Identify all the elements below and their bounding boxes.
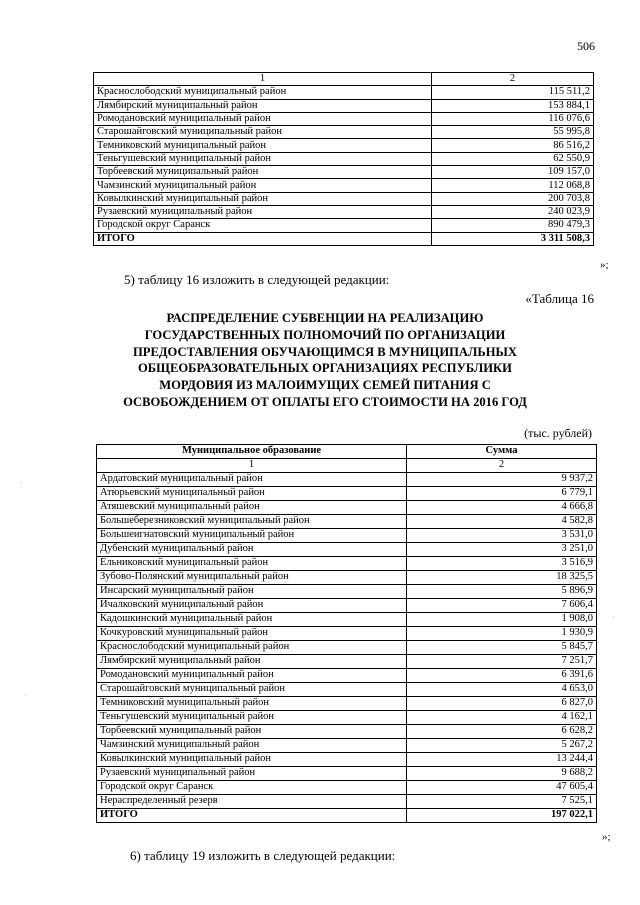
municipality-name: Лямбирский муниципальный район <box>94 99 432 112</box>
municipality-name: Атяшевский муниципальный район <box>97 501 407 515</box>
closing-quote: »; <box>602 831 611 843</box>
municipality-name: Рузаевский муниципальный район <box>97 767 407 781</box>
table-row <box>94 219 594 232</box>
amount-value: 4 653,0 <box>407 683 597 697</box>
amount-value: 6 628,2 <box>407 725 597 739</box>
amount-value: 112 068,8 <box>432 179 594 192</box>
table-row <box>97 543 597 557</box>
municipality-name: Старошайговский муниципальный район <box>94 126 432 139</box>
table-row <box>97 557 597 571</box>
amount-value: 86 516,2 <box>432 139 594 152</box>
table-body <box>94 86 594 246</box>
municipality-name: Ковылкинский муниципальный район <box>94 192 432 205</box>
municipality-name: Кадошкинский муниципальный район <box>97 613 407 627</box>
column-number-header: 2 <box>407 459 597 473</box>
municipality-name: Чамзинский муниципальный район <box>97 739 407 753</box>
total-value: 197 022,1 <box>407 809 597 823</box>
amount-value: 1 908,0 <box>407 613 597 627</box>
amount-value: 116 076,6 <box>432 112 594 125</box>
municipality-name: Теньгушевский муниципальный район <box>97 711 407 725</box>
municipality-name: Городской округ Саранск <box>94 219 432 232</box>
total-row <box>97 809 597 823</box>
amount-value: 5 896,9 <box>407 585 597 599</box>
amount-value: 7 606,4 <box>407 599 597 613</box>
municipality-name: Нераспределенный резерв <box>97 795 407 809</box>
table-row <box>97 613 597 627</box>
column-number-header: 1 <box>94 73 432 86</box>
total-label: ИТОГО <box>94 232 432 245</box>
municipality-name: Рузаевский муниципальный район <box>94 205 432 218</box>
amount-value: 115 511,2 <box>432 86 594 99</box>
amount-value: 6 827,0 <box>407 697 597 711</box>
column-header-municipality: Муниципальное образование <box>97 445 407 459</box>
amount-value: 9 937,2 <box>407 473 597 487</box>
amount-value: 4 582,8 <box>407 515 597 529</box>
amount-value: 200 703,8 <box>432 192 594 205</box>
amount-value: 6 779,1 <box>407 487 597 501</box>
municipality-name: Городской округ Саранск <box>97 781 407 795</box>
table-header-row <box>94 73 594 86</box>
amount-value: 3 516,9 <box>407 557 597 571</box>
scan-mark: · <box>20 478 23 488</box>
municipality-name: Ичалковский муниципальный район <box>97 599 407 613</box>
column-number-header: 2 <box>432 73 594 86</box>
table-row <box>94 112 594 125</box>
title-line: ОСВОБОЖДЕНИЕМ ОТ ОПЛАТЫ ЕГО СТОИМОСТИ НА 2016 ГОД <box>123 394 527 409</box>
table-row <box>97 683 597 697</box>
municipality-name: Темниковский муниципальный район <box>94 139 432 152</box>
table-row <box>94 192 594 205</box>
municipality-name: Инсарский муниципальный район <box>97 585 407 599</box>
amount-value: 9 688,2 <box>407 767 597 781</box>
table-row <box>94 179 594 192</box>
table-row <box>97 599 597 613</box>
table-body <box>97 473 597 823</box>
amount-value: 5 267,2 <box>407 739 597 753</box>
table-row <box>97 515 597 529</box>
amount-value: 55 995,8 <box>432 126 594 139</box>
amount-value: 1 930,9 <box>407 627 597 641</box>
table-row <box>94 126 594 139</box>
amount-value: 890 479,3 <box>432 219 594 232</box>
amount-value: 18 325,5 <box>407 571 597 585</box>
table-continuation <box>93 72 594 246</box>
page-number: 506 <box>577 39 595 53</box>
document-title <box>75 310 575 411</box>
table-row <box>94 139 594 152</box>
municipality-name: Атюрьевский муниципальный район <box>97 487 407 501</box>
table-row <box>94 205 594 218</box>
amount-value: 47 605,4 <box>407 781 597 795</box>
amount-value: 109 157,0 <box>432 166 594 179</box>
municipality-name: Ельниковский муниципальный район <box>97 557 407 571</box>
table-row <box>97 487 597 501</box>
municipality-name: Кочкуровский муниципальный район <box>97 627 407 641</box>
amount-value: 153 884,1 <box>432 99 594 112</box>
amount-value: 240 023,9 <box>432 205 594 218</box>
municipality-name: Большеберезниковский муниципальный район <box>97 515 407 529</box>
table-row <box>97 753 597 767</box>
column-number-header: 1 <box>97 459 407 473</box>
table-row <box>97 501 597 515</box>
title-line: ПРЕДОСТАВЛЕНИЯ ОБУЧАЮЩИМСЯ В МУНИЦИПАЛЬНЫХ <box>132 344 517 359</box>
instruction-text: 6) таблицу 19 изложить в следующей редакции: <box>130 848 396 863</box>
total-value: 3 311 508,3 <box>432 232 594 245</box>
scan-mark: · <box>612 612 615 622</box>
table-label: «Таблица 16 <box>525 291 594 306</box>
table-row <box>97 725 597 739</box>
closing-quote: »; <box>600 259 609 271</box>
table-row <box>97 739 597 753</box>
municipality-name: Чамзинский муниципальный район <box>94 179 432 192</box>
municipality-name: Дубенский муниципальный район <box>97 543 407 557</box>
municipality-name: Большеигнатовский муниципальный район <box>97 529 407 543</box>
amount-value: 62 550,9 <box>432 152 594 165</box>
municipality-name: Краснослободский муниципальный район <box>94 86 432 99</box>
table-row <box>97 473 597 487</box>
amount-value: 4 666,8 <box>407 501 597 515</box>
instruction-text: 5) таблицу 16 изложить в следующей редакции: <box>124 272 390 287</box>
table-row <box>97 655 597 669</box>
municipality-name: Старошайговский муниципальный район <box>97 683 407 697</box>
scan-mark: · <box>24 690 27 700</box>
table-row <box>94 152 594 165</box>
table-row <box>97 711 597 725</box>
table-header-row <box>97 445 597 459</box>
table-row <box>97 571 597 585</box>
amount-value: 13 244,4 <box>407 753 597 767</box>
column-header-amount: Сумма <box>407 445 597 459</box>
table-row <box>97 767 597 781</box>
table-row <box>97 641 597 655</box>
title-line: РАСПРЕДЕЛЕНИЕ СУБВЕНЦИИ НА РЕАЛИЗАЦИЮ <box>166 311 484 325</box>
table-row <box>94 99 594 112</box>
table-number-row <box>97 459 597 473</box>
table-row <box>97 627 597 641</box>
title-line: ОБЩЕОБРАЗОВАТЕЛЬНЫХ ОРГАНИЗАЦИЯХ РЕСПУБЛИКИ <box>138 361 512 376</box>
municipality-name: Зубово-Полянский муниципальный район <box>97 571 407 585</box>
total-row <box>94 232 594 245</box>
municipality-name: Теньгушевский муниципальный район <box>94 152 432 165</box>
municipality-name: Ковылкинский муниципальный район <box>97 753 407 767</box>
amount-value: 7 525,1 <box>407 795 597 809</box>
municipality-name: Торбеевский муниципальный район <box>97 725 407 739</box>
table-row <box>97 585 597 599</box>
amount-value: 4 162,1 <box>407 711 597 725</box>
total-label: ИТОГО <box>97 809 407 823</box>
table-row <box>97 795 597 809</box>
amount-value: 5 845,7 <box>407 641 597 655</box>
municipality-name: Ромодановский муниципальный район <box>94 112 432 125</box>
table-row <box>97 669 597 683</box>
municipality-name: Ромодановский муниципальный район <box>97 669 407 683</box>
table-row <box>97 529 597 543</box>
amount-value: 3 251,0 <box>407 543 597 557</box>
municipality-name: Краснослободский муниципальный район <box>97 641 407 655</box>
table-row <box>94 166 594 179</box>
amount-value: 3 531,0 <box>407 529 597 543</box>
title-line: ГОСУДАРСТВЕННЫХ ПОЛНОМОЧИЙ ПО ОРГАНИЗАЦИИ <box>144 327 506 342</box>
municipality-name: Лямбирский муниципальный район <box>97 655 407 669</box>
table-row <box>94 86 594 99</box>
subvention-table <box>96 444 597 823</box>
amount-value: 6 391,6 <box>407 669 597 683</box>
amount-value: 7 251,7 <box>407 655 597 669</box>
title-line: МОРДОВИЯ ИЗ МАЛОИМУЩИХ СЕМЕЙ ПИТАНИЯ С <box>159 378 491 393</box>
municipality-name: Темниковский муниципальный район <box>97 697 407 711</box>
municipality-name: Торбеевский муниципальный район <box>94 166 432 179</box>
table-row <box>97 697 597 711</box>
unit-note: (тыс. рублей) <box>524 426 592 440</box>
table-row <box>97 781 597 795</box>
municipality-name: Ардатовский муниципальный район <box>97 473 407 487</box>
